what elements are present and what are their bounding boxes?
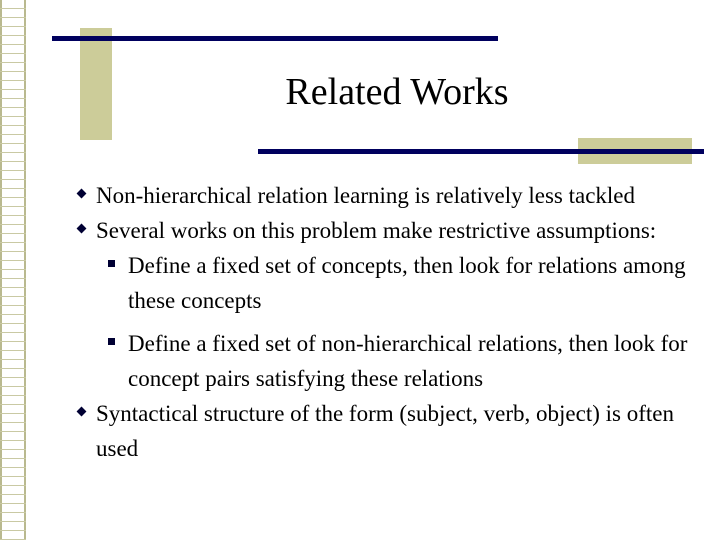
diamond-bullet-icon <box>77 407 87 417</box>
bullet-item <box>58 396 698 466</box>
sub-bullet-item <box>58 326 698 396</box>
decorative-top-bar <box>52 36 498 41</box>
decorative-tan-block-left <box>80 28 112 140</box>
sub-bullet-text: Define a fixed set of non-hierarchical relations, then look for concept pairs satisfying these relations <box>128 331 688 391</box>
sub-bullet-item <box>58 248 698 318</box>
diamond-bullet-icon <box>77 189 87 199</box>
bullet-text: Several works on this problem make restrictive assumptions: <box>96 218 657 243</box>
bullet-item <box>58 178 698 213</box>
square-bullet-icon <box>108 260 115 267</box>
decorative-ladder-strip <box>0 0 26 540</box>
sub-bullet-text: Define a fixed set of concepts, then look for relations among these concepts <box>128 253 686 313</box>
diamond-bullet-icon <box>77 224 87 234</box>
square-bullet-icon <box>108 338 115 345</box>
bullet-text: Syntactical structure of the form (subject, verb, object) is often used <box>96 401 674 461</box>
slide-title: Related Works <box>285 71 509 113</box>
decorative-bottom-bar <box>258 149 704 154</box>
slide-body <box>58 178 698 466</box>
bullet-item <box>58 213 698 248</box>
bullet-text: Non-hierarchical relation learning is relatively less tackled <box>96 183 635 208</box>
